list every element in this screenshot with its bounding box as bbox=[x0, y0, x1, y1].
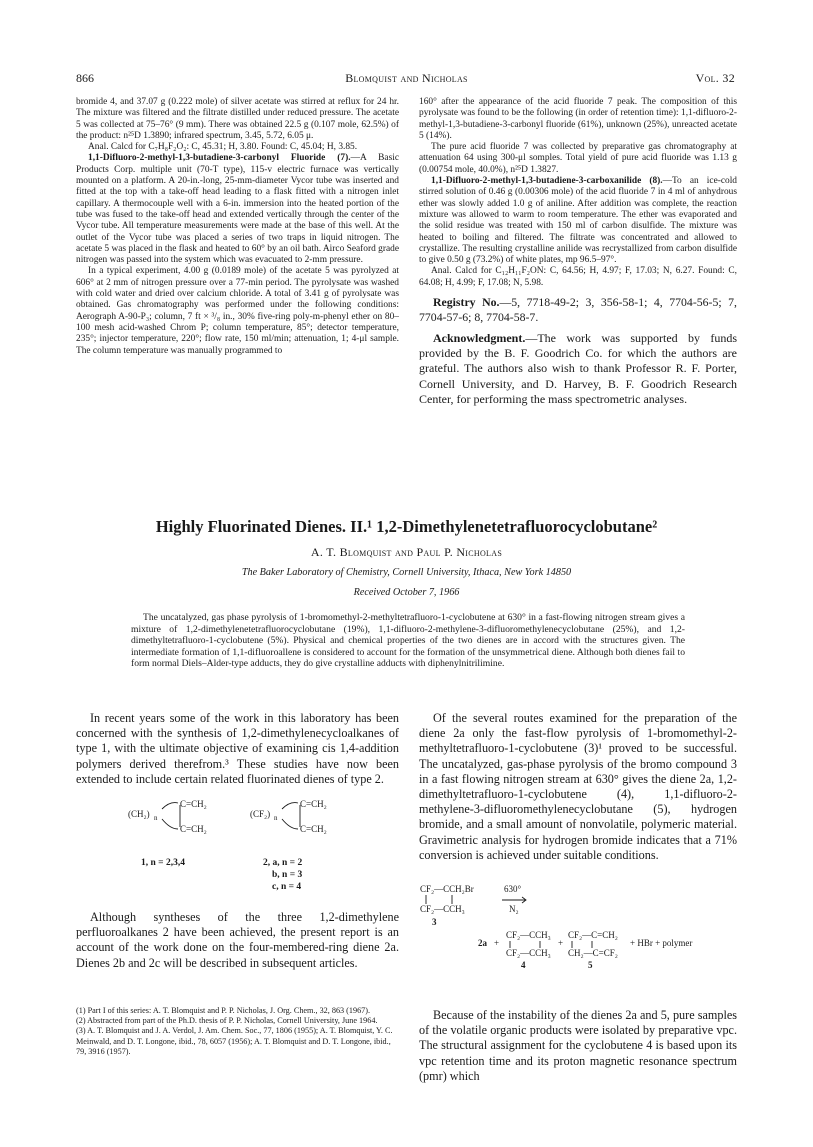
page-number: 866 bbox=[76, 71, 94, 85]
svg-text:C=CH₂: C=CH₂ bbox=[180, 824, 207, 834]
acknowledgment-text: —The work was supported by funds provided by the B. F. Goodrich Co. for which the authors are grateful. The authors also wish to thank Professor R. F. Porter, Cornell University, and D. Harvey, B. F. Goodrich Research Center, for performing the mass spectrometric analyses. bbox=[419, 330, 737, 407]
registry-numbers bbox=[419, 295, 737, 325]
structure-1-label: 1, n = 2,3,4 bbox=[141, 858, 185, 868]
reaction-scheme bbox=[418, 882, 738, 987]
body-right-instability bbox=[419, 1008, 737, 1084]
svg-text:5: 5 bbox=[588, 960, 593, 970]
experimental-paragraph-acetate: bromide 4, and 37.07 g (0.222 mole) of silver acetate was stirred at reflux for 24 hr. The mixture was filtered and the filtrate distilled under reduced pressure. The acetate 5 was collected at 75–76° (9 mm). There was obtained 22.5 g (0.107 mole, 62.5%) of the product: n²⁵D 1.3890; infrared spectrum, 3.45, 5.72, 6.05 μ. bbox=[76, 97, 399, 141]
experimental-paragraph-anilide bbox=[419, 176, 737, 266]
svg-text:+: + bbox=[558, 938, 564, 948]
svg-text:(CF₂): (CF₂) bbox=[250, 809, 271, 819]
analysis-paragraph-acetate: Anal. Calcd for C₇H₈F₂O₂: C, 45.31; H, 3.80. Found: C, 45.04; H, 3.85. bbox=[88, 142, 358, 153]
scheme-temperature: 630° bbox=[504, 884, 522, 894]
apparatus-description: —A Basic Products Corp. multiple unit (70-T type), 115-v electric furnace was vertically mounted on a platform. A 20-in.-long, 25-mm-diameter Vycor tube was inserted and fitted at the top with a take-off head leading to a flask fitted with a nitrogen inlet capillary. A thermocouple well with a 6-in. immersion into the heated portion of the tube was fused to the take-off head and extended vertically through the center of the Vycor tube. All temperature measurements were made at the base of this well. At the outlet of the Vycor tube was placed a series of two traps in liquid nitrogen. The acetate 5 was placed in the flask and heated to 60° by an oil bath. Airco Seaford grade nitrogen was passed into the system which was evacuated to 2-mm pressure. bbox=[76, 153, 399, 266]
svg-text:C=CH₂: C=CH₂ bbox=[300, 799, 327, 809]
structure-2 bbox=[250, 799, 327, 834]
body-left-intro bbox=[76, 711, 399, 787]
svg-text:CH₂—C=CF₂: CH₂—C=CF₂ bbox=[568, 948, 618, 958]
pyrolysis-paragraph: In a typical experiment, 4.00 g (0.0189 mole) of the acetate 5 was pyrolyzed at 606° at 2 mm of nitrogen pressure over a 77-min period. The pyrolysate was washed with cold water and dried over calcium chloride. A total of 3.41 g of pyrolysate was obtained. Gas chromatography was performed under the following conditions: Aerograph A-90-P₃; column, 7 ft × ³/₈ in., 30% five-ring poly-m-phenyl ether on 80–100 mesh acid-washed Chrom P; column temperature, 85°; detector temperature, 235°; injector temperature, 220°; flow rate, 150 ml/min; attenuation, 1; 4-μl sample. The column temperature was manually programmed to bbox=[76, 266, 399, 356]
footnote-1: (1) Part I of this series: A. T. Blomquist and P. P. Nicholas, J. Org. Chem., 32, 863 (1967). bbox=[76, 1006, 371, 1015]
svg-text:n: n bbox=[154, 814, 158, 822]
article-authors: A. T. Blomquist and Paul P. Nicholas bbox=[310, 545, 503, 559]
scheme-byproducts: + HBr + polymer bbox=[630, 938, 693, 948]
reaction-arrow bbox=[502, 884, 526, 914]
abstract-text: The uncatalyzed, gas phase pyrolysis of 1-bromomethyl-2-methyltetrafluoro-1-cyclobutene at 630° in a fast-flowing nitrogen stream gives a mixture of 1,2-dimethylenetetrafluorocyclobutane (19%), 1,1-difluoro-2-methylene-3-difluoromethylenecyclobutane (25%), and 1,2-dimethyltetrafluoro-1-cyclobutene (5%). Physical and chemical properties of the two dienes are in accord with the structures given. The intermediate formation of 1,1-difluoroallene is considered to account for the formation of the unsymmetrical diene. Although both dienes fail to form normal Diels–Alder-type adducts, they do give crystalline adducts with diphenylnitrilimine. bbox=[131, 612, 685, 669]
body-right-routes bbox=[419, 711, 737, 863]
anilide-procedure: —To an ice-cold stirred solution of 0.46 g (0.00306 mole) of the acid fluoride 7 in 4 ml of anhydrous ether was slowly added 1.0 g of aniline. After addition was complete, the reaction mixture was allowed to warm to room temperature. The ether was evaporated and the solid residue was treated with 150 ml of carbon disulfide. The mixture was heated to boiling and filtered. The filtrate was concentrated and allowed to crystallize. The resulting crystalline anilide was recrystallized from carbon disulfide to give 0.50 g (73.2%) of white plates, mp 96.5–97°. bbox=[419, 176, 737, 266]
footnote-2: (2) Abstracted from part of the Ph.D. thesis of P. P. Nicholas, Cornell University, June 1964. bbox=[76, 1016, 378, 1026]
svg-text:4: 4 bbox=[521, 960, 526, 970]
acknowledgment-heading: Acknowledgment. bbox=[433, 330, 526, 345]
pure-acid-fluoride-paragraph: The pure acid fluoride 7 was collected by preparative gas chromatography at attenuation 64 using 300-μl somples. Total yield of pure acid fluoride was 1.13 g (0.00754 mole, 40.0%), n²⁵D 1.3827. bbox=[419, 142, 737, 175]
svg-text:CF₂—CCH₃: CF₂—CCH₃ bbox=[420, 904, 465, 914]
article-affiliation: The Baker Laboratory of Chemistry, Cornell University, Ithaca, New York 14850 bbox=[241, 567, 572, 578]
volume-label: Vol. 32 bbox=[695, 71, 735, 85]
structure-2-label-c: c, n = 4 bbox=[272, 882, 302, 892]
routes-paragraph: Of the several routes examined for the preparation of the diene 2a only the fast-flow pyrolysis of 1-bromomethyl-2-methyltetrafluoro-1-cyclobutene (3)¹ proved to be successful. The uncatalyzed, gas-phase pyrolysis of the bromo compound 3 in a fast flowing nitrogen stream at 630° gives the diene 2a, 1,2-dimethyltetrafluoro-1-cyclobutene (4), 1,1-difluoro-2-methylene-3-difluoromethylenecyclobutane (5), hydrogen bromide, and a small amount of nonvolatile, polymeric material. Gravimetric analysis for hydrogen bromide indicates that a 71% conversion is achieved under suitable conditions. bbox=[419, 711, 737, 862]
abstract bbox=[131, 612, 685, 670]
svg-text:+: + bbox=[494, 938, 500, 948]
pyrolysate-composition: 160° after the appearance of the acid fluoride 7 peak. The composition of this pyrolysate was found to be the following (in order of retention time): 1,1-difluoro-2-methyl-1,3-butadiene-3-carbonyl fluoride (61%), unknown (25%), unreacted acetate 5 (14%). bbox=[419, 97, 737, 141]
compound-heading-acid-fluoride: 1,1-Difluoro-2-methyl-1,3-butadiene-3-carbonyl Fluoride (7). bbox=[88, 153, 351, 164]
received-date: Received October 7, 1966 bbox=[353, 587, 460, 598]
running-title: Blomquist and Nicholas bbox=[345, 71, 468, 85]
svg-text:CF₂—CCH₃: CF₂—CCH₃ bbox=[506, 948, 551, 958]
structure-2-label-a: 2, a, n = 2 bbox=[263, 858, 303, 868]
svg-text:CF₂—C=CH₂: CF₂—C=CH₂ bbox=[568, 930, 618, 940]
svg-text:n: n bbox=[274, 814, 278, 822]
svg-text:3: 3 bbox=[432, 917, 437, 927]
svg-text:C=CH₂: C=CH₂ bbox=[180, 799, 207, 809]
svg-text:2a: 2a bbox=[478, 938, 487, 948]
compound-heading-anilide: 1,1-Difluoro-2-methyl-1,3-butadiene-3-carboxanilide (8). bbox=[431, 176, 663, 187]
structure-2-label-b: b, n = 3 bbox=[272, 870, 303, 880]
analysis-paragraph-anilide: Anal. Calcd for C₁₂H₁₁F₂ON: C, 64.56; H, 4.97; F, 17.03; N, 6.27. Found: C, 64.08; H, 4.99; F, 17.08; N, 5.98. bbox=[419, 266, 737, 288]
body-left-second bbox=[76, 910, 399, 971]
registry-heading: Registry No. bbox=[433, 295, 500, 310]
footnote-3: (3) A. T. Blomquist and J. A. Verdol, J. Am. Chem. Soc., 77, 1806 (1955); A. T. Blomquist, Y. C. Meinwald, and D. T. Longone, ibid., 78, 6057 (1956); A. T. Blomquist and D. T. Longone, ibid., 79, 3916 (1957). bbox=[76, 1026, 393, 1056]
footnotes bbox=[76, 1006, 399, 1057]
dienes-paragraph: Although syntheses of the three 1,2-dimethylene perfluoroalkanes 2 have been achieved, the present report is an account of the work done on the four-membered-ring diene 2a. Dienes 2b and 2c will be described in subsequent articles. bbox=[76, 910, 399, 970]
scheme-gas: N₂ bbox=[509, 904, 519, 914]
article-title: Highly Fluorinated Dienes. II.¹ 1,2-Dimethylenetetrafluorocyclobutane² bbox=[155, 517, 658, 536]
svg-text:(CH₂): (CH₂) bbox=[128, 809, 150, 819]
instability-paragraph: Because of the instability of the dienes 2a and 5, pure samples of the volatile organic products were isolated by preparative vpc. The structural assignment for the cyclobutene 4 is based upon its vpc retention time and its proton magnetic resonance spectrum (pmr) which bbox=[419, 1008, 737, 1083]
scheme-products bbox=[478, 930, 692, 970]
registry-list: —5, 7718-49-2; 3, 356-58-1; 4, 7704-56-5; 7, 7704-57-6; 8, 7704-58-7. bbox=[419, 295, 737, 324]
svg-text:C=CH₂: C=CH₂ bbox=[300, 824, 327, 834]
intro-paragraph: In recent years some of the work in this laboratory has been concerned with the synthesis of 1,2-dimethylenecycloalkanes of type 1, with the ultimate objective of examining cis 1,4-addition polymers derived therefrom.³ These studies have now been extended to include certain related fluorinated dienes of type 2. bbox=[76, 711, 399, 786]
svg-text:CF₂—CCH₃: CF₂—CCH₃ bbox=[506, 930, 551, 940]
svg-text:CF₂—CCH₂Br: CF₂—CCH₂Br bbox=[420, 884, 474, 894]
top-right-column bbox=[419, 97, 737, 408]
compound-3 bbox=[420, 884, 474, 927]
experimental-paragraph-acid-fluoride bbox=[76, 153, 399, 266]
top-left-column bbox=[76, 97, 399, 357]
acknowledgment bbox=[419, 331, 737, 408]
structure-1 bbox=[128, 799, 207, 834]
